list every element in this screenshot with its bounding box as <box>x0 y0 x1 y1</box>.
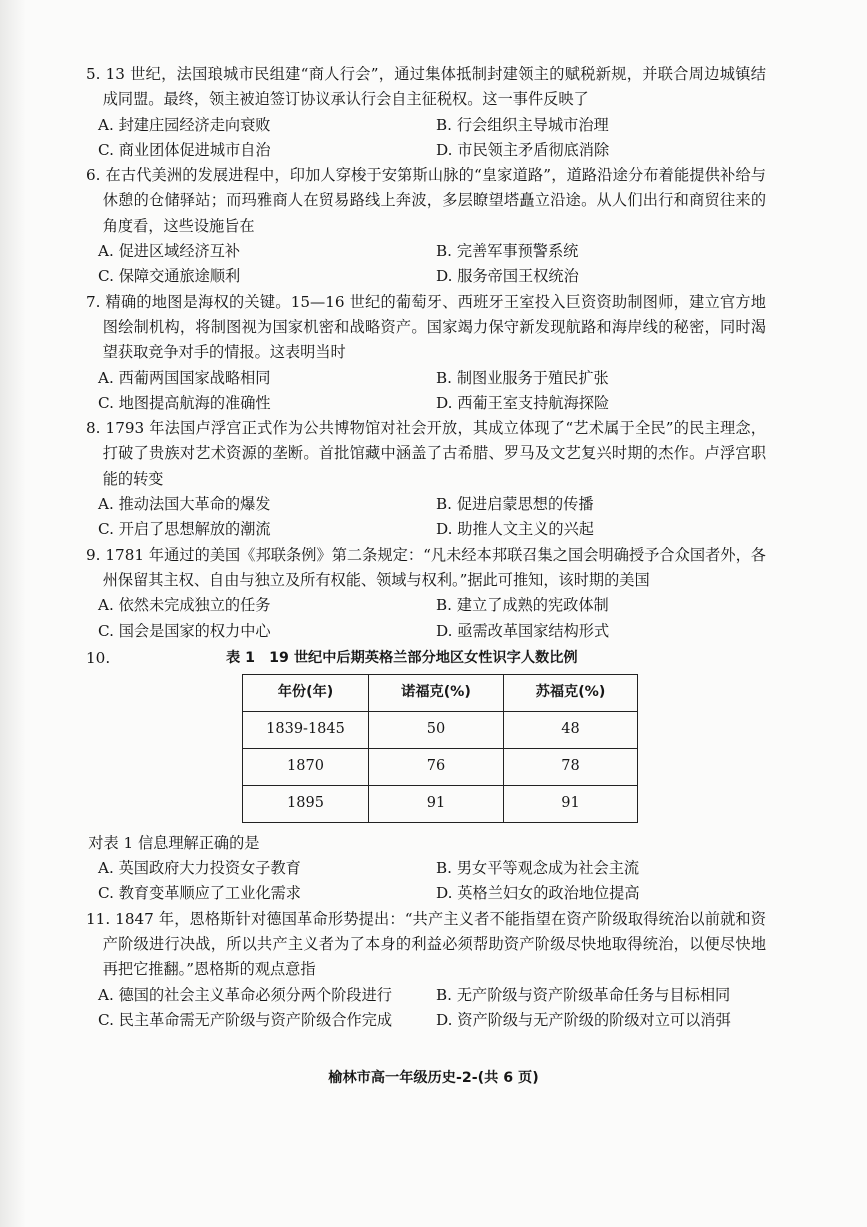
option-c: C. 开启了思想解放的潮流 <box>98 520 271 539</box>
question-7 <box>86 290 766 416</box>
header-year: 年份(年) <box>243 674 369 711</box>
table-row <box>243 748 638 785</box>
question-stem: 对表 1 信息理解正确的是 <box>88 833 260 852</box>
cell-year: 1870 <box>243 748 369 785</box>
option-d: D. 助推人文主义的兴起 <box>436 520 594 539</box>
cell-suffolk: 48 <box>504 711 638 748</box>
question-9 <box>86 543 766 644</box>
cell-year: 1839-1845 <box>243 711 369 748</box>
option-c: C. 地图提高航海的准确性 <box>98 393 271 412</box>
table-heading <box>86 646 766 670</box>
question-stem: 5. 13 世纪，法国琅城市民组建“商人行会”，通过集体抵制封建领主的赋税新规，并联合周边城镇结成同盟。最终，领主被迫签订协议承认行会自主征税权。这一事件反映了 <box>86 65 766 109</box>
header-suffolk: 苏福克(%) <box>504 674 638 711</box>
option-b: B. 建立了成熟的宪政体制 <box>436 596 609 615</box>
cell-norfolk: 76 <box>369 748 504 785</box>
option-b: B. 男女平等观念成为社会主流 <box>436 859 640 878</box>
option-b: B. 无产阶级与资产阶级革命任务与目标相同 <box>436 985 731 1004</box>
option-a: A. 德国的社会主义革命必须分两个阶段进行 <box>98 985 392 1004</box>
question-stem: 9. 1781 年通过的美国《邦联条例》第二条规定：“凡未经本邦联召集之国会明确授予合众国者外，各州保留其主权、自由与独立及所有权能、领域与权利。”据此可推知，该时期的美国 <box>86 545 766 589</box>
page-footer: 榆林市高一年级历史-2-(共 6 页) <box>328 1070 539 1086</box>
option-d: D. 西葡王室支持航海探险 <box>436 393 610 412</box>
header-norfolk: 诺福克(%) <box>369 674 504 711</box>
question-6 <box>86 163 766 289</box>
option-d: D. 市民领主矛盾彻底消除 <box>436 140 610 159</box>
options <box>86 239 766 290</box>
option-a: A. 推动法国大革命的爆发 <box>98 495 271 514</box>
options <box>86 366 766 417</box>
question-stem: 11. 1847 年，恩格斯针对德国革命形势提出：“共产主义者不能指望在资产阶级取得统治以前就和资产阶级进行决战，所以共产主义者为了本身的利益必须帮助资产阶级尽快地取得统治，以便尽快地再把它推翻。”恩格斯的观点意指 <box>86 909 766 979</box>
option-d: D. 亟需改革国家结构形式 <box>436 621 610 640</box>
cell-suffolk: 91 <box>504 785 638 822</box>
question-11 <box>86 907 766 1033</box>
option-a: A. 封建庄园经济走向衰败 <box>98 115 271 134</box>
option-c: C. 民主革命需无产阶级与资产阶级合作完成 <box>98 1010 393 1029</box>
option-a: A. 西葡两国国家战略相同 <box>98 368 271 387</box>
questions-area <box>86 62 766 1033</box>
option-c: C. 保障交通旅途顺利 <box>98 267 241 286</box>
options <box>86 983 766 1034</box>
question-10 <box>86 646 766 907</box>
option-d: D. 服务帝国王权统治 <box>436 267 579 286</box>
options <box>86 593 766 644</box>
cell-norfolk: 91 <box>369 785 504 822</box>
scan-edge-shadow <box>0 0 26 1227</box>
options <box>86 113 766 164</box>
options <box>86 856 766 907</box>
option-b: B. 完善军事预警系统 <box>436 242 579 261</box>
question-stem: 6. 在古代美洲的发展进程中，印加人穿梭于安第斯山脉的“皇家道路”，道路沿途分布着能提供补给与休憩的仓储驿站；而玛雅商人在贸易路线上奔波，多层瞭望塔矗立沿途。从人们出行和商贸往来的角度看，这些设施旨在 <box>86 166 766 235</box>
option-c: C. 商业团体促进城市自治 <box>98 140 271 159</box>
option-b: B. 行会组织主导城市治理 <box>436 115 609 134</box>
cell-norfolk: 50 <box>369 711 504 748</box>
table-caption: 表 1 19 世纪中后期英格兰部分地区女性识字人数比例 <box>226 649 578 666</box>
question-stem: 7. 精确的地图是海权的关键。15—16 世纪的葡萄牙、西班牙王室投入巨资资助制图师，建立官方地图绘制机构，将制图视为国家机密和战略资产。国家竭力保守新发现航路和海岸线的秘密，同时渴望获取竞争对手的情报。这表明当时 <box>86 292 766 362</box>
options <box>86 492 766 543</box>
option-b: B. 制图业服务于殖民扩张 <box>436 368 609 387</box>
option-a: A. 英国政府大力投资女子教育 <box>98 859 301 878</box>
option-d: D. 资产阶级与无产阶级的阶级对立可以消弭 <box>436 1010 731 1029</box>
question-8 <box>86 416 766 542</box>
option-d: D. 英格兰妇女的政治地位提高 <box>436 884 640 903</box>
option-b: B. 促进启蒙思想的传播 <box>436 495 594 514</box>
question-5 <box>86 62 766 163</box>
cell-suffolk: 78 <box>504 748 638 785</box>
option-a: A. 依然未完成独立的任务 <box>98 596 271 615</box>
cell-year: 1895 <box>243 785 369 822</box>
table-row <box>243 711 638 748</box>
option-a: A. 促进区域经济互补 <box>98 242 241 261</box>
option-c: C. 国会是国家的权力中心 <box>98 621 271 640</box>
question-stem: 8. 1793 年法国卢浮宫正式作为公共博物馆对社会开放，其成立体现了“艺术属于全民”的民主理念，打破了贵族对艺术资源的垄断。首批馆藏中涵盖了古希腊、罗马及文艺复兴时期的杰作。卢浮宫职能的转变 <box>86 419 766 488</box>
question-number: 10. <box>86 648 111 667</box>
table-row <box>243 785 638 822</box>
option-c: C. 教育变革顺应了工业化需求 <box>98 884 301 903</box>
table-header-row <box>243 674 638 711</box>
literacy-table <box>242 674 638 823</box>
